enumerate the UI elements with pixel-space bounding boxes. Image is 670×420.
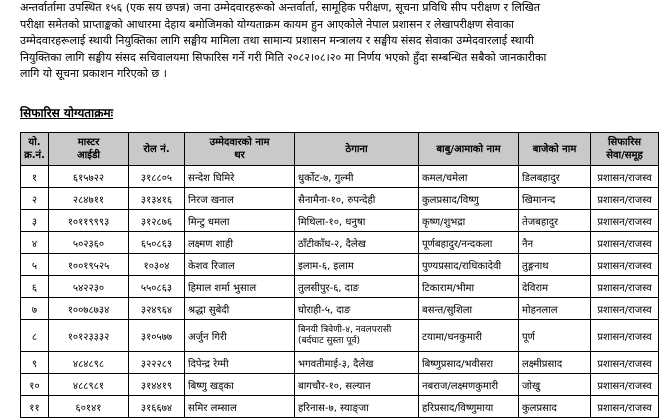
cell-parents: टयामा/धनकुमारी <box>419 320 519 352</box>
cell-name: बिष्णु खड्का <box>185 374 295 396</box>
header-address: ठेगाना <box>295 133 419 166</box>
cell-name: मिन्टु धमला <box>185 210 295 232</box>
cell-address: सैनामैना-१०, रुपन्देही <box>295 188 419 210</box>
cell-parents: कृष्ण/शुभद्रा <box>419 210 519 232</box>
cell-service: प्रशासन/राजस्व <box>591 254 659 276</box>
cell-grandfather: लक्ष्मीप्रसाद <box>519 352 591 374</box>
cell-service: प्रशासन/राजस्व <box>591 352 659 374</box>
cell-roll: ६५०८६३ <box>129 232 185 254</box>
cell-master-id: ५४२२३० <box>49 276 129 298</box>
cell-service: प्रशासन/राजस्व <box>591 188 659 210</box>
cell-parents: कुलप्रसाद/विष्णु <box>419 188 519 210</box>
cell-address: घोराही-५, दाङ <box>295 298 419 320</box>
cell-name: समिर लम्साल <box>185 396 295 418</box>
cell-grandfather: तेजबहादुर <box>519 210 591 232</box>
table-row <box>21 276 659 298</box>
cell-roll: १०३०४ <box>129 254 185 276</box>
cell-roll: ५५०८६३ <box>129 276 185 298</box>
cell-service: प्रशासन/राजस्व <box>591 320 659 352</box>
cell-address: हरिनास-७, स्याङ्जा <box>295 396 419 418</box>
intro-line: अन्तर्वार्तामा उपस्थित १५६ (एक सय छपन्न) जना उम्मेदवारहरूको अन्तर्वार्ता, सामूहिक परीक्षण, सूचना प्रविधि सीप परीक्षण र लिखित <box>20 1 540 14</box>
cell-service: प्रशासन/राजस्व <box>591 298 659 320</box>
cell-name: सन्देश घिमिरे <box>185 166 295 188</box>
cell-roll: ३१०५७७ <box>129 320 185 352</box>
cell-grandfather: जोखु <box>519 374 591 396</box>
intro-paragraph <box>20 0 660 83</box>
cell-roll: ३१८८०५ <box>129 166 185 188</box>
cell-grandfather: नैन <box>519 232 591 254</box>
intro-line: उम्मेदवारहरूलाई स्थायी नियुक्तिका लागि सङ्घीय मामिला तथा सामान्य प्रशासन मन्त्रालय र सङ्घीय संसद सेवाका उम्मेदवारलाई स्थायी <box>20 34 534 47</box>
recommendation-table <box>20 132 659 418</box>
cell-roll: ३१३४१६ <box>129 188 185 210</box>
header-parents: बाबु/आमाको नाम <box>419 133 519 166</box>
cell-address: भगवतीमाई-३, दैलेख <box>295 352 419 374</box>
table-row <box>21 254 659 276</box>
table-row <box>21 298 659 320</box>
cell-roll: ३२४९६४ <box>129 298 185 320</box>
table-row <box>21 210 659 232</box>
cell-master-id: ४८८९८१ <box>49 374 129 396</box>
cell-parents: पूर्णबहादुर/नन्दकला <box>419 232 519 254</box>
cell-master-id: १०१२३३३२ <box>49 320 129 352</box>
cell-parents: नबराज/लक्ष्मणकुमारी <box>419 374 519 396</box>
cell-sn: ३ <box>21 210 49 232</box>
intro-line: नियुक्तिका लागि सङ्घीय संसद सचिवालयमा सिफारिस गर्ने गरी मिति २०८२।०८।२० मा निर्णय भएको हुँदा सम्बन्धित सबैको जानकारीका <box>20 50 547 64</box>
cell-parents: बिष्णुप्रसाद/भवीसरा <box>419 352 519 374</box>
cell-master-id: ६१५७२२ <box>49 166 129 188</box>
intro-line: परीक्षा समेतको प्राप्ताङ्कको आधारमा देहाय बमोजिमको योग्यताक्रम कायम हुन आएकोले नेपाल प्रशासन र लेखापरीक्षण सेवाका <box>20 17 514 31</box>
header-master-id: मास्टर आईडी <box>49 133 129 166</box>
cell-master-id: १००७८७३४ <box>49 298 129 320</box>
cell-sn: १० <box>21 374 49 396</box>
header-grandfather: बाजेको नाम <box>519 133 591 166</box>
cell-name: निरज खनाल <box>185 188 295 210</box>
cell-service: प्रशासन/राजस्व <box>591 396 659 418</box>
cell-address: बिनयी त्रिवेणी-४, नवलपरासी (बर्दघाट सुस्ता पूर्व) <box>295 320 419 352</box>
cell-sn: ११ <box>21 396 49 418</box>
cell-roll: ३१२८७६ <box>129 210 185 232</box>
cell-parents: कमल/चमेला <box>419 166 519 188</box>
cell-name: श्रद्धा सुबेदी <box>185 298 295 320</box>
cell-roll: ३२२२८९ <box>129 352 185 374</box>
cell-sn: १ <box>21 166 49 188</box>
header-sn: यो. क्र.नं. <box>21 133 49 166</box>
header-name: उम्मेदवारको नाम थर <box>185 133 295 166</box>
cell-address: बागचौर-१०, सल्यान <box>295 374 419 396</box>
cell-master-id: १०११९९९३ <box>49 210 129 232</box>
table-row <box>21 166 659 188</box>
cell-name: केशव रिजाल <box>185 254 295 276</box>
cell-name: दिपेन्द्र रेग्मी <box>185 352 295 374</box>
cell-master-id: १००१९५२५ <box>49 254 129 276</box>
cell-address: धुर्कोट-७, गुल्मी <box>295 166 419 188</box>
cell-service: प्रशासन/राजस्व <box>591 210 659 232</box>
cell-sn: ६ <box>21 276 49 298</box>
cell-grandfather: तुङ्गनाथ <box>519 254 591 276</box>
cell-master-id: ६०१४१ <box>49 396 129 418</box>
cell-grandfather: पूर्ण <box>519 320 591 352</box>
section-title: सिफारिस योग्यताक्रमः <box>20 106 114 120</box>
cell-address: तुलसीपुर-६, दाङ <box>295 276 419 298</box>
intro-line: लागि यो सूचना प्रकाशन गरिएको छ । <box>20 67 167 80</box>
table-header-row <box>21 133 659 166</box>
cell-grandfather: कुलप्रसाद <box>519 396 591 418</box>
table-row <box>21 374 659 396</box>
cell-service: प्रशासन/राजस्व <box>591 374 659 396</box>
cell-grandfather: डिलबहादुर <box>519 166 591 188</box>
cell-address: इलाम-६, इलाम <box>295 254 419 276</box>
header-service: सिफारिस सेवा/समूह <box>591 133 659 166</box>
cell-sn: ९ <box>21 352 49 374</box>
header-roll: रोल नं. <box>129 133 185 166</box>
cell-grandfather: देविराम <box>519 276 591 298</box>
cell-name: हिमाल शर्मा भुसाल <box>185 276 295 298</box>
cell-sn: ७ <box>21 298 49 320</box>
cell-grandfather: खिमानन्द <box>519 188 591 210</box>
table-row <box>21 320 659 352</box>
table-row <box>21 352 659 374</box>
cell-sn: ५ <box>21 254 49 276</box>
cell-roll: ३१६६७४ <box>129 396 185 418</box>
cell-grandfather: मोहनलाल <box>519 298 591 320</box>
cell-master-id: २८४७११ <box>49 188 129 210</box>
cell-parents: पुण्यप्रसाद/राधिकादेवी <box>419 254 519 276</box>
table-row <box>21 188 659 210</box>
cell-name: अर्जुन गिरी <box>185 320 295 352</box>
cell-service: प्रशासन/राजस्व <box>591 276 659 298</box>
cell-service: प्रशासन/राजस्व <box>591 166 659 188</box>
cell-address: ठाँटीकाँध-२, दैलेख <box>295 232 419 254</box>
cell-address: मिथिला-१०, धनुषा <box>295 210 419 232</box>
cell-roll: ३१४४१९ <box>129 374 185 396</box>
table-row <box>21 396 659 418</box>
table-row <box>21 232 659 254</box>
cell-sn: २ <box>21 188 49 210</box>
cell-parents: हरिप्रसाद/विष्णुमाया <box>419 396 519 418</box>
cell-service: प्रशासन/राजस्व <box>591 232 659 254</box>
cell-name: लक्ष्मण शाही <box>185 232 295 254</box>
cell-sn: ८ <box>21 320 49 352</box>
cell-master-id: ४८४८९८ <box>49 352 129 374</box>
cell-parents: बसन्त/सुशिला <box>419 298 519 320</box>
cell-master-id: ५०२३६० <box>49 232 129 254</box>
cell-parents: टिकाराम/भीमा <box>419 276 519 298</box>
cell-sn: ४ <box>21 232 49 254</box>
